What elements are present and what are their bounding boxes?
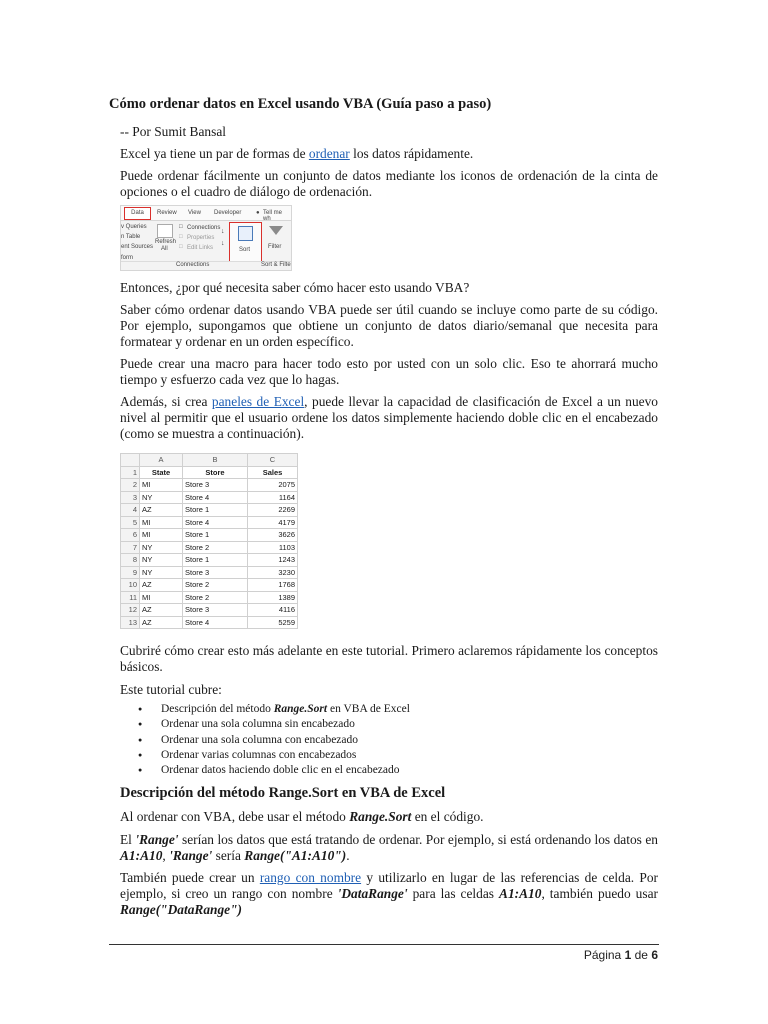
page-number: Página 1 de 6 (583, 948, 658, 962)
table-row: 9 NY Store 3 3230 (121, 566, 298, 579)
paragraph-why-vba: Saber cómo ordenar datos usando VBA puede ser útil cuando se incluye como parte de su código. Por ejemplo, supongamos que obtiene un conjunto de datos diario/semanal que necesita para formatear y ordenar en un orden específico. (120, 302, 658, 349)
ribbon-tabs (121, 206, 291, 221)
table-row: 12 AZ Store 3 4116 (121, 604, 298, 617)
list-item: ● Ordenar una sola columna sin encabezado (138, 717, 410, 732)
table-row: 10 AZ Store 2 1768 (121, 579, 298, 592)
properties-icon: □ (179, 234, 183, 240)
table-row: 6 MI Store 1 3626 (121, 529, 298, 542)
filter-icon (269, 226, 283, 235)
table-row: 1 State Store Sales (121, 466, 298, 479)
tab-data: Data (124, 207, 151, 220)
list-item: ● Ordenar una sola columna con encabezado (138, 733, 410, 748)
table-row: 8 NY Store 1 1243 (121, 554, 298, 567)
list-item: ● Ordenar varias columnas con encabezados (138, 748, 410, 763)
list-item: ● Descripción del método Range.Sort en VBA de Excel (138, 702, 410, 717)
table-row: 2 MI Store 3 2075 (121, 479, 298, 492)
tab-review: Review (157, 210, 177, 216)
table-row: 3 NY Store 4 1164 (121, 491, 298, 504)
refresh-icon (157, 224, 173, 238)
document-title: Cómo ordenar datos en Excel usando VBA (Guía paso a paso) (109, 96, 492, 112)
paragraph-intro: Excel ya tiene un par de formas de ordenar los datos rápidamente. (120, 146, 474, 161)
tab-developer: Developer (214, 210, 242, 216)
table-row: 5 MI Store 4 4179 (121, 516, 298, 529)
paragraph-question: Entonces, ¿por qué necesita saber cómo hacer esto usando VBA? (120, 280, 470, 295)
table-row: 7 NY Store 2 1103 (121, 541, 298, 554)
link-rango-con-nombre[interactable]: rango con nombre (259, 870, 362, 885)
paragraph-named-range: También puede crear un rango con nombre y utilizarlo en lugar de las referencias de celda. Por ejemplo, si creo un rango con nombre 'DataRange' para las celdas A1:A10, también puedo usar Range("DataRange") (120, 870, 658, 917)
paragraph-tutorial-covers: Este tutorial cubre: (120, 682, 222, 697)
section-heading: Descripción del método Range.Sort en VBA de Excel (120, 785, 446, 801)
edit-links-icon: □ (179, 244, 183, 250)
connections-icon: □ (179, 224, 183, 230)
sort-button-highlight: Sort (229, 222, 262, 262)
paragraph-macro: Puede crear una macro para hacer todo esto por usted con un solo clic. Eso te ahorrará mucho tiempo y esfuerzo cada vez que lo hagas. (120, 356, 658, 387)
link-paneles-excel[interactable]: paneles de Excel (211, 394, 305, 409)
topics-list (138, 702, 410, 778)
paragraph-range-meaning: El 'Range' serían los datos que está tratando de ordenar. Por ejemplo, si está ordenando los datos en A1:A10, 'Range' sería Range("A1:A10"). (120, 832, 658, 863)
paragraph-range-sort: Al ordenar con VBA, debe usar el método Range.Sort en el código. (120, 809, 484, 824)
tell-me: Tell me wh (263, 210, 283, 222)
paragraph-ribbon-sort: Puede ordenar fácilmente un conjunto de datos mediante los iconos de ordenación de la cinta de opciones o el cuadro de diálogo de ordenación. (120, 168, 658, 199)
paragraph-dashboards: Además, si crea paneles de Excel, puede llevar la capacidad de clasificación de Excel a un nuevo nivel al permitir que el usuario ordene los datos simplemente haciendo doble clic en el encabezado (como se muestra a continuación). (120, 394, 658, 441)
paragraph-cover-later: Cubriré cómo crear esto más adelante en este tutorial. Primero aclaremos rápidamente los conceptos básicos. (120, 643, 658, 674)
tab-view: View (188, 210, 201, 216)
table-row: 4 AZ Store 1 2269 (121, 504, 298, 517)
column-header-row: A B C (121, 454, 298, 467)
list-item: ● Ordenar datos haciendo doble clic en el encabezado (138, 763, 410, 778)
author-line: -- Por Sumit Bansal (120, 124, 227, 139)
sort-az-icon: ↓ (221, 228, 225, 235)
sort-icon (238, 226, 253, 241)
lightbulb-icon: ● (256, 210, 260, 216)
table-row: 11 MI Store 2 1389 (121, 591, 298, 604)
spreadsheet-image (120, 453, 298, 634)
sort-za-icon: ↓ (221, 240, 225, 247)
sales-table (120, 453, 298, 629)
ribbon-screenshot: Data Review View Developer ● Tell me wh v Queries n Table ent Sources form Refresh All □ Connections □ Properties □ Edit Links ↓ ↓ Sort Filter Connections Sort & Filte (120, 205, 292, 271)
link-ordenar[interactable]: ordenar (308, 146, 350, 161)
table-row: 13 AZ Store 4 5259 (121, 616, 298, 629)
footer-divider (109, 944, 659, 945)
